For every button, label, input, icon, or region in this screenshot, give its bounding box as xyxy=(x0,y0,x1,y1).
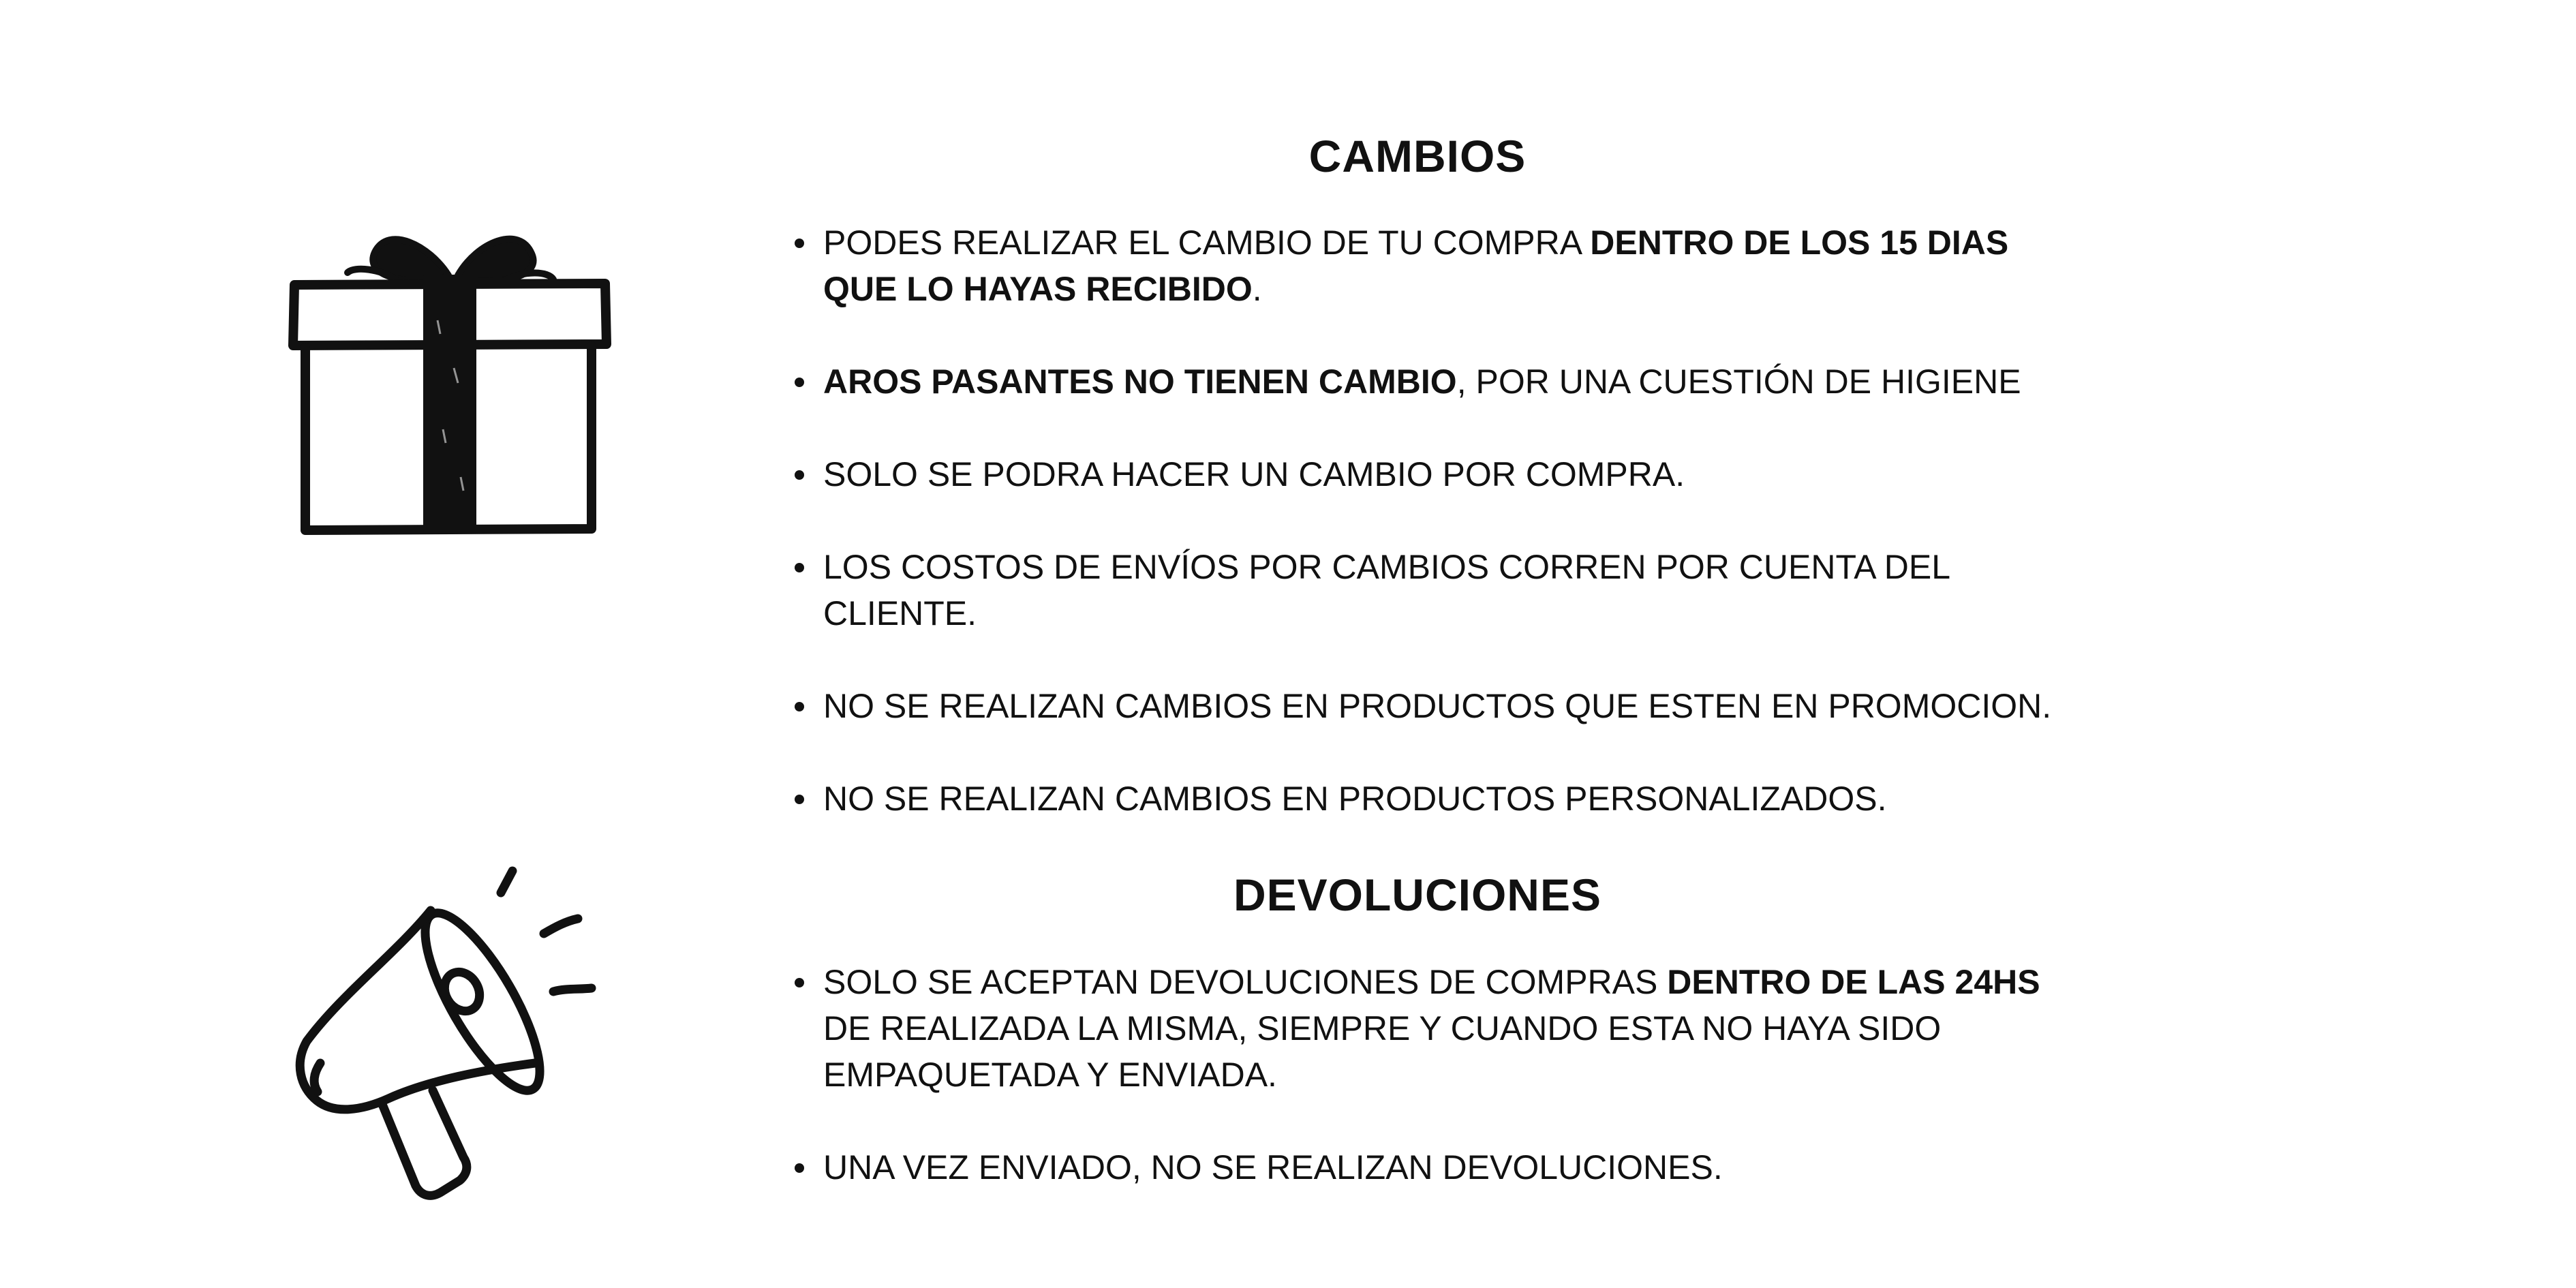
list-item: SOLO SE PODRA HACER UN CAMBIO POR COMPRA. xyxy=(791,451,2085,497)
list-item: SOLO SE ACEPTAN DEVOLUCIONES DE COMPRAS DENTRO DE LAS 24HS DE REALIZADA LA MISMA, SIEMPRE Y CUANDO ESTA NO HAYA SIDO EMPAQUETADA Y ENVIADA. xyxy=(791,959,2085,1098)
section-title-cambios: CAMBIOS xyxy=(1308,131,1527,181)
list-item: NO SE REALIZAN CAMBIOS EN PRODUCTOS QUE ESTEN EN PROMOCION. xyxy=(791,683,2085,729)
list-item: AROS PASANTES NO TIENEN CAMBIO, POR UNA CUESTIÓN DE HIGIENE xyxy=(791,358,2085,405)
gift-icon xyxy=(279,204,620,545)
list-item: LOS COSTOS DE ENVÍOS POR CAMBIOS CORREN POR CUENTA DEL CLIENTE. xyxy=(791,544,2085,637)
megaphone-icon xyxy=(279,865,620,1213)
list-item: NO SE REALIZAN CAMBIOS EN PRODUCTOS PERSONALIZADOS. xyxy=(791,776,2085,822)
cambios-list xyxy=(791,219,2085,822)
devoluciones-list xyxy=(791,959,2085,1191)
section-title-devoluciones: DEVOLUCIONES xyxy=(1233,870,1602,920)
list-item: UNA VEZ ENVIADO, NO SE REALIZAN DEVOLUCIONES. xyxy=(791,1144,2085,1191)
list-item: PODES REALIZAR EL CAMBIO DE TU COMPRA DENTRO DE LOS 15 DIAS QUE LO HAYAS RECIBIDO. xyxy=(791,219,2085,312)
